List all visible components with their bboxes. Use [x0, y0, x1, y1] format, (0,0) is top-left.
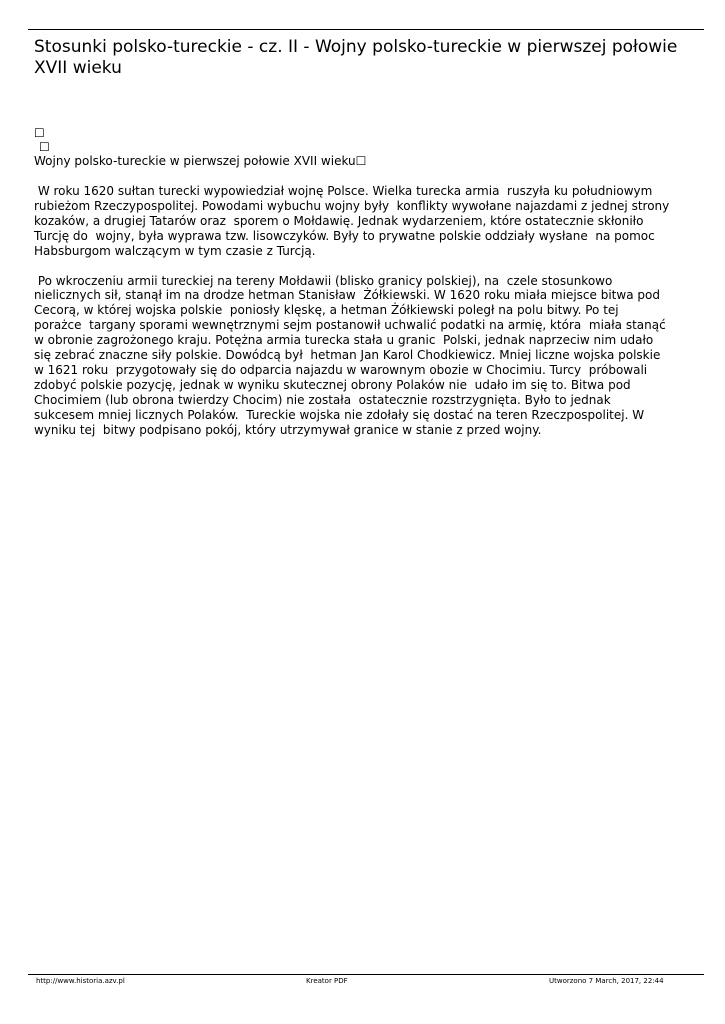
text-line: się zebrać znaczne siły polskie. Dowódcą był hetman Jan Karol Chodkiewicz. Mniej liczne wojska polskie	[34, 348, 661, 363]
text-line: sukcesem mniej licznych Polaków. Tureckie wojska nie zdołały się dostać na teren Rzeczpospolitej. W	[34, 407, 645, 422]
header-rule	[28, 29, 704, 30]
paragraph-2	[34, 274, 694, 438]
text-line: w obronie zagrożonego kraju. Potężna armia turecka stała u granic Polski, jednak naprzeciw nim udało	[34, 333, 654, 348]
text-line: Turcję do wojny, była wyprawa tzw. lisowczyków. Były to prywatne polskie oddziały wysłane na pomoc	[34, 228, 655, 243]
article-body	[34, 184, 694, 453]
text-line: W roku 1620 sułtan turecki wypowiedział wojnę Polsce. Wielka turecka armia ruszyła ku południowym	[34, 184, 653, 198]
text-line: Po wkroczeniu armii tureckiej na tereny Mołdawii (blisko granicy polskiej), na czele stosunkowo	[34, 273, 613, 288]
text-line: rubieżom Rzeczypospolitej. Powodami wybuchu wojny były konflikty wywołane najazdami z jednej strony	[34, 198, 670, 213]
paragraph-1	[34, 184, 694, 259]
text-line: Cecorą, w której wojska polskie poniosły klęskę, a hetman Żółkiewski poległ na polu bitwy. Po tej	[34, 303, 619, 318]
footer-rule	[28, 974, 704, 975]
text-line: wyniku tej bitwy podpisano pokój, który utrzymywał granice w stanie z przed wojny.	[34, 422, 542, 437]
text-line: Habsburgom walczącym w tym czasie z Turcją.	[34, 243, 316, 258]
placeholder-box-icon: ☐	[39, 140, 50, 154]
footer-created-date: Utworzono 7 March, 2017, 22:44	[549, 977, 664, 985]
text-line: w 1621 roku przygotowały się do odparcia najazdu w warownym obozie w Chocimiu. Turcy próbowali	[34, 362, 648, 377]
footer-creator: Kreator PDF	[306, 977, 348, 985]
article-subtitle: Wojny polsko-tureckie w pierwszej połowie XVII wieku☐	[34, 154, 367, 168]
text-line: zdobyć polskie pozycję, jednak w wyniku skutecznej obrony Polaków nie udało im się to. Bitwa pod	[34, 377, 631, 392]
text-line: kozaków, a drugiej Tatarów oraz sporem o Mołdawię. Jednak wydarzeniem, które ostatecznie skłoniło	[34, 213, 644, 228]
page-title: Stosunki polsko-tureckie - cz. II - Wojny polsko-tureckie w pierwszej połowie XVII wieku	[34, 37, 678, 78]
text-line: Chocimiem (lub obrona twierdzy Chocim) nie została ostatecznie rozstrzygnięta. Było to jednak	[34, 392, 611, 407]
placeholder-box-icon: ☐	[34, 126, 45, 140]
text-line: nielicznych sił, stanął im na drodze hetman Stanisław Żółkiewski. W 1620 roku miała miejsce bitwa pod	[34, 288, 660, 303]
footer-url: http://www.historia.azv.pl	[36, 977, 125, 985]
text-line: porażce targany sporami wewnętrznymi sejm postanowił uchwalić podatki na armię, która miała stanąć	[34, 318, 666, 333]
